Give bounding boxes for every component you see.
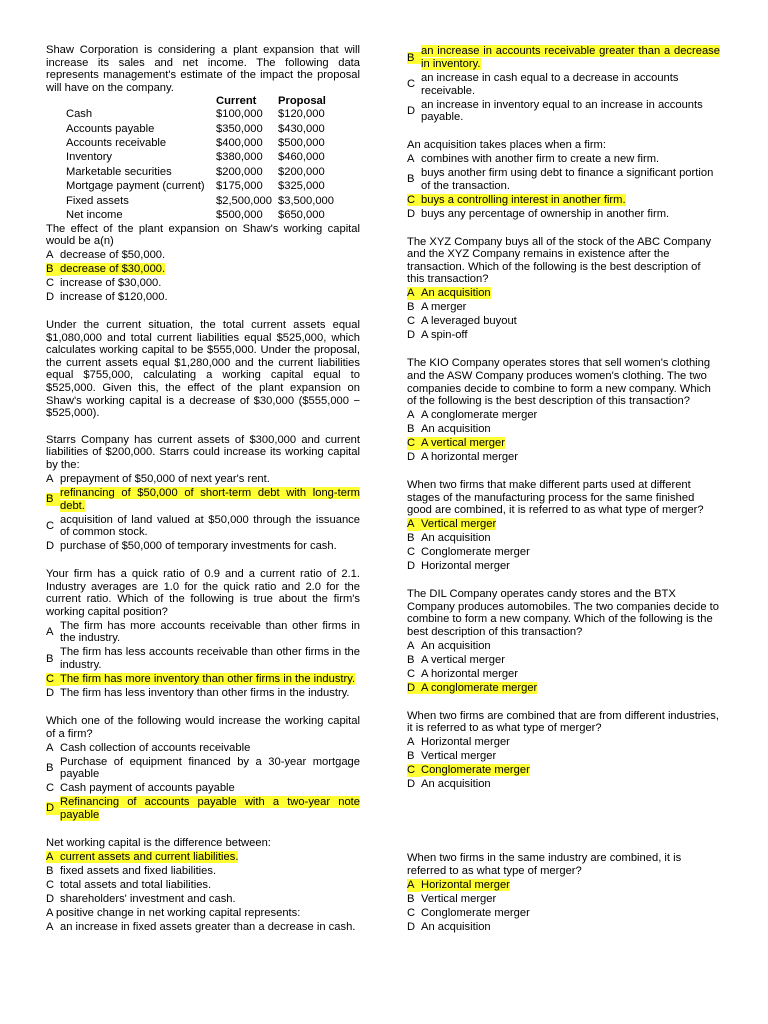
question-12: When two firms are combined that are from different industries, it is referred to as what type of merger?: [407, 709, 719, 735]
answer-option[interactable]: D An acquisition: [407, 920, 491, 933]
answer-option[interactable]: A Horizontal merger: [407, 736, 510, 749]
question-3: Your firm has a quick ratio of 0.9 and a current ratio of 2.1. Industry averages are 1.0 for the quick ratio and 2.0 for the current ratio. Which of the following is true about the firm's working capital position?: [46, 568, 360, 618]
answer-option[interactable]: B Vertical merger: [407, 750, 497, 763]
table-row: Accounts receivable $400,000 $500,000: [66, 137, 325, 150]
answer-option[interactable]: D purchase of $50,000 of temporary investments for cash.: [46, 540, 337, 553]
table-row: Fixed assets $2,500,000 $3,500,000: [66, 194, 334, 207]
question-5: Net working capital is the difference between:: [46, 836, 271, 849]
question-9: The KIO Company operates stores that sell women's clothing and the ASW Company produces women's clothing. The two companies decide to combine to form a new company. Which of the following is the best description of this transaction?: [407, 357, 711, 408]
answer-option[interactable]: A prepayment of $50,000 of next year's rent.: [46, 472, 270, 485]
answer-option[interactable]: C A leveraged buyout: [407, 315, 517, 328]
answer-option-correct[interactable]: A An acquisition: [407, 287, 491, 300]
question-11: The DIL Company operates candy stores and the BTX Company produces automobiles. The two companies decide to combine to form a new company. Which of the following is the best description of this transaction?: [407, 588, 719, 638]
answer-option[interactable]: C increase of $30,000.: [46, 277, 162, 290]
answer-option[interactable]: A decrease of $50,000.: [46, 249, 166, 262]
answer-option-correct[interactable]: B an increase in accounts receivable greater than a decrease in inventory.: [407, 45, 720, 70]
answer-option[interactable]: A Cash collection of accounts receivable: [46, 741, 251, 754]
answer-option-correct[interactable]: A Vertical merger: [407, 518, 497, 531]
answer-option[interactable]: B A merger: [407, 301, 467, 314]
answer-option[interactable]: D shareholders' investment and cash.: [46, 892, 236, 905]
answer-option[interactable]: C total assets and total liabilities.: [46, 878, 212, 891]
answer-option[interactable]: B buys another firm using debt to finance a significant portion of the transaction.: [407, 167, 714, 192]
answer-option[interactable]: C an increase in cash equal to a decrease in accounts receivable.: [407, 71, 679, 97]
answer-option[interactable]: B Vertical merger: [407, 892, 497, 905]
question-4: Which one of the following would increase the working capital of a firm?: [46, 714, 360, 740]
answer-option[interactable]: C Conglomerate merger: [407, 906, 530, 919]
answer-option-correct[interactable]: B refinancing of $50,000 of short-term debt with long-term debt.: [46, 486, 360, 512]
table-row: Mortgage payment (current) $175,000 $325,000: [66, 180, 325, 193]
answer-option-correct[interactable]: D A conglomerate merger: [407, 681, 538, 694]
question-1: The effect of the plant expansion on Shaw's working capital would be a(n): [46, 222, 360, 248]
question-8: The XYZ Company buys all of the stock of the ABC Company and the XYZ Company remains in existence after the transaction. Which of the following is the best description of this transaction?: [407, 235, 712, 286]
answer-option[interactable]: D An acquisition: [407, 778, 491, 791]
answer-option-correct[interactable]: A Horizontal merger: [407, 878, 510, 891]
answer-option[interactable]: A The firm has more accounts receivable than other firms in the industry.: [46, 619, 360, 645]
answer-option-correct[interactable]: C buys a controlling interest in another firm.: [407, 193, 626, 206]
col-header-proposal: Proposal: [278, 94, 326, 107]
question-2: Starrs Company has current assets of $300,000 and current liabilities of $200,000. Starrs could increase its working capital by the:: [46, 433, 360, 471]
answer-option[interactable]: A A conglomerate merger: [407, 409, 538, 422]
intro-paragraph: Shaw Corporation is considering a plant expansion that will increase its sales and net income. The following data represents management's estimate of the impact the proposal will have on the company.: [46, 44, 360, 94]
question-6: A positive change in net working capital represents:: [46, 906, 301, 919]
answer-option[interactable]: D A horizontal merger: [407, 451, 519, 464]
right-column: [407, 44, 720, 935]
answer-option[interactable]: B Purchase of equipment financed by a 30-year mortgage payable: [46, 755, 360, 781]
table-row: Marketable securities $200,000 $200,000: [66, 165, 325, 178]
answer-option[interactable]: D The firm has less inventory than other firms in the industry.: [46, 686, 350, 699]
table-row: Cash $100,000 $120,000: [66, 108, 325, 121]
answer-option[interactable]: C Cash payment of accounts payable: [46, 782, 235, 795]
answer-option-correct[interactable]: C The firm has more inventory than other firms in the industry.: [46, 672, 356, 685]
question-7: An acquisition takes places when a firm:: [407, 139, 606, 152]
answer-option[interactable]: D an increase in inventory equal to an increase in accounts payable.: [407, 98, 703, 124]
answer-option[interactable]: C acquisition of land valued at $50,000 through the issuance of common stock.: [46, 513, 360, 539]
answer-option[interactable]: D increase of $120,000.: [46, 291, 168, 304]
answer-option[interactable]: A an increase in fixed assets greater than a decrease in cash.: [46, 920, 356, 933]
answer-option[interactable]: D A spin-off: [407, 329, 468, 342]
question-13: When two firms in the same industry are combined, it is referred to as what type of merger?: [407, 852, 682, 877]
table-row: Accounts payable $350,000 $430,000: [66, 122, 325, 135]
table-row: Net income $500,000 $650,000: [66, 209, 325, 221]
question-10: When two firms that make different parts used at different stages of the manufacturing process for the same finished good are combined, it is referred to as what type of merger?: [407, 479, 704, 517]
answer-option[interactable]: C Conglomerate merger: [407, 546, 530, 559]
answer-option[interactable]: B An acquisition: [407, 423, 491, 436]
answer-option[interactable]: D Horizontal merger: [407, 560, 510, 573]
answer-option-correct[interactable]: D Refinancing of accounts payable with a two-year note payable: [46, 796, 360, 821]
answer-option[interactable]: D buys any percentage of ownership in another firm.: [407, 207, 670, 220]
answer-option[interactable]: A An acquisition: [407, 639, 491, 652]
answer-option[interactable]: A combines with another firm to create a new firm.: [407, 153, 660, 166]
answer-option-correct[interactable]: C A vertical merger: [407, 437, 505, 450]
table-row: Inventory $380,000 $460,000: [66, 151, 325, 164]
answer-option[interactable]: B A vertical merger: [407, 653, 505, 666]
answer-option[interactable]: B An acquisition: [407, 532, 491, 545]
answer-option[interactable]: B The firm has less accounts receivable than other firms in the industry.: [46, 646, 360, 671]
answer-option[interactable]: B fixed assets and fixed liabilities.: [46, 864, 217, 877]
answer-option-correct[interactable]: A current assets and current liabilities.: [46, 850, 239, 863]
left-column: [46, 44, 360, 935]
answer-option-correct[interactable]: C Conglomerate merger: [407, 764, 530, 777]
explanation-paragraph: Under the current situation, the total current assets equal $1,080,000 and total current liabilities equal $525,000, which calculates working capital to be $555,000. Under the proposal, the current assets equal $1,280,000 and the current liabilities equal $755,000, calculating a working capital equal to $525,000. Given this, the effect of the plant expansion on Shaw's working capital is a decrease of $30,000 ($555,000 − $525,000).: [46, 319, 360, 420]
col-header-current: Current: [216, 94, 257, 107]
financial-table: [66, 94, 334, 222]
answer-option[interactable]: C A horizontal merger: [407, 667, 519, 680]
answer-option-correct[interactable]: B decrease of $30,000.: [46, 263, 166, 276]
